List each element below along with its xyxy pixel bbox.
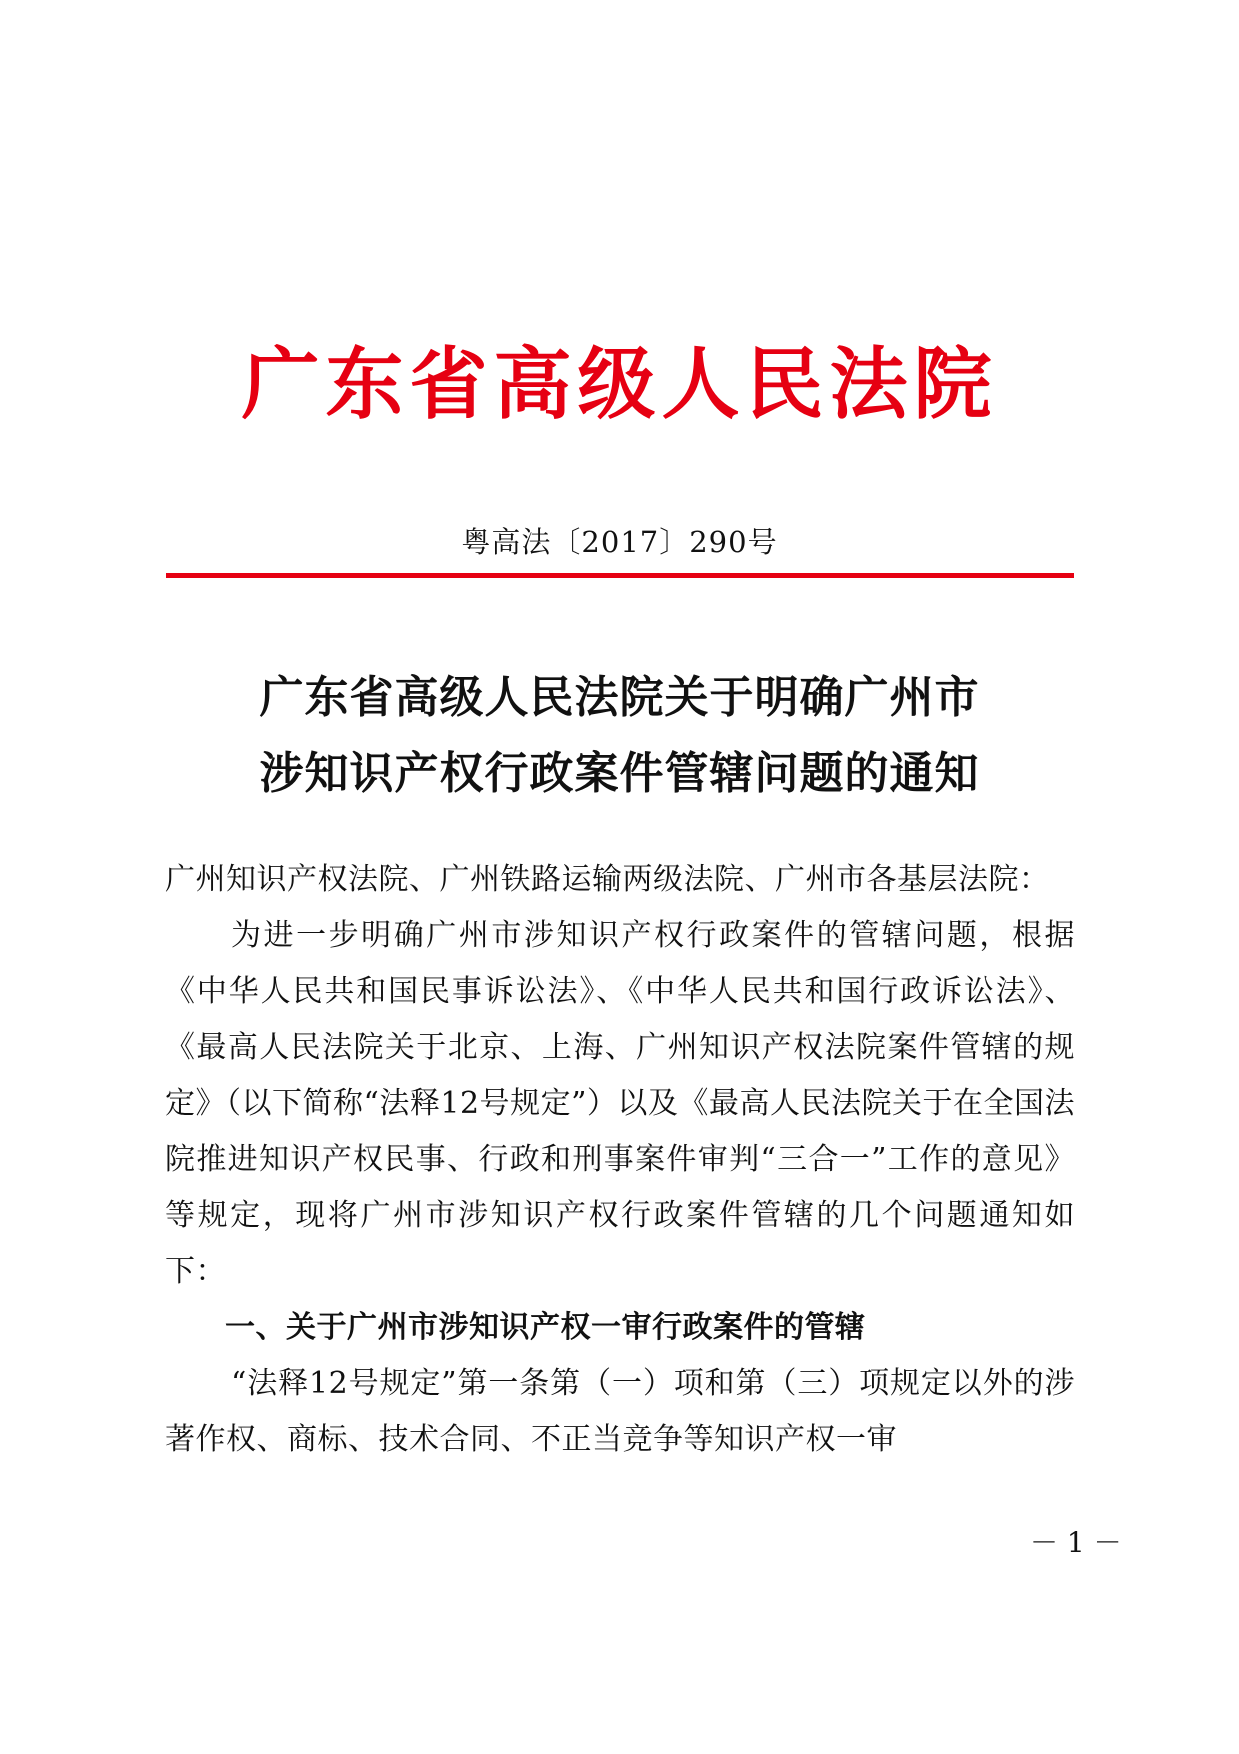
page-number: － 1 － <box>1030 1526 1122 1559</box>
title-line-1: 广东省高级人民法院关于明确广州市 <box>259 672 980 723</box>
document-title <box>0 660 1239 812</box>
body-paragraph-2: “法释12号规定”第一条第（一）项和第（三）项规定以外的涉著作权、商标、技术合同、不正当竞争等知识产权一审 <box>165 1366 1075 1457</box>
body-paragraph-1: 为进一步明确广州市涉知识产权行政案件的管辖问题，根据《中华人民共和国民事诉讼法》、《中华人民共和国行政诉讼法》、《最高人民法院关于北京、上海、广州知识产权法院案件管辖的规定》（以下简称“法释12号规定”）以及《最高人民法院关于在全国法院推进知识产权民事、行政和刑事案件审判“三合一”工作的意见》等规定，现将广州市涉知识产权行政案件管辖的几个问题通知如下： <box>165 918 1075 1289</box>
issuer-heading: 广东省高级人民法院 <box>241 339 998 430</box>
title-line-2: 涉知识产权行政案件管辖问题的通知 <box>259 748 980 799</box>
red-divider-line <box>166 573 1074 578</box>
document-number: 粤高法〔2017〕290号 <box>461 525 778 559</box>
document-body <box>165 852 1075 1468</box>
section-heading-1: 一、关于广州市涉知识产权一审行政案件的管辖 <box>225 1310 866 1345</box>
addressee: 广州知识产权法院、广州铁路运输两级法院、广州市各基层法院： <box>165 862 1050 897</box>
